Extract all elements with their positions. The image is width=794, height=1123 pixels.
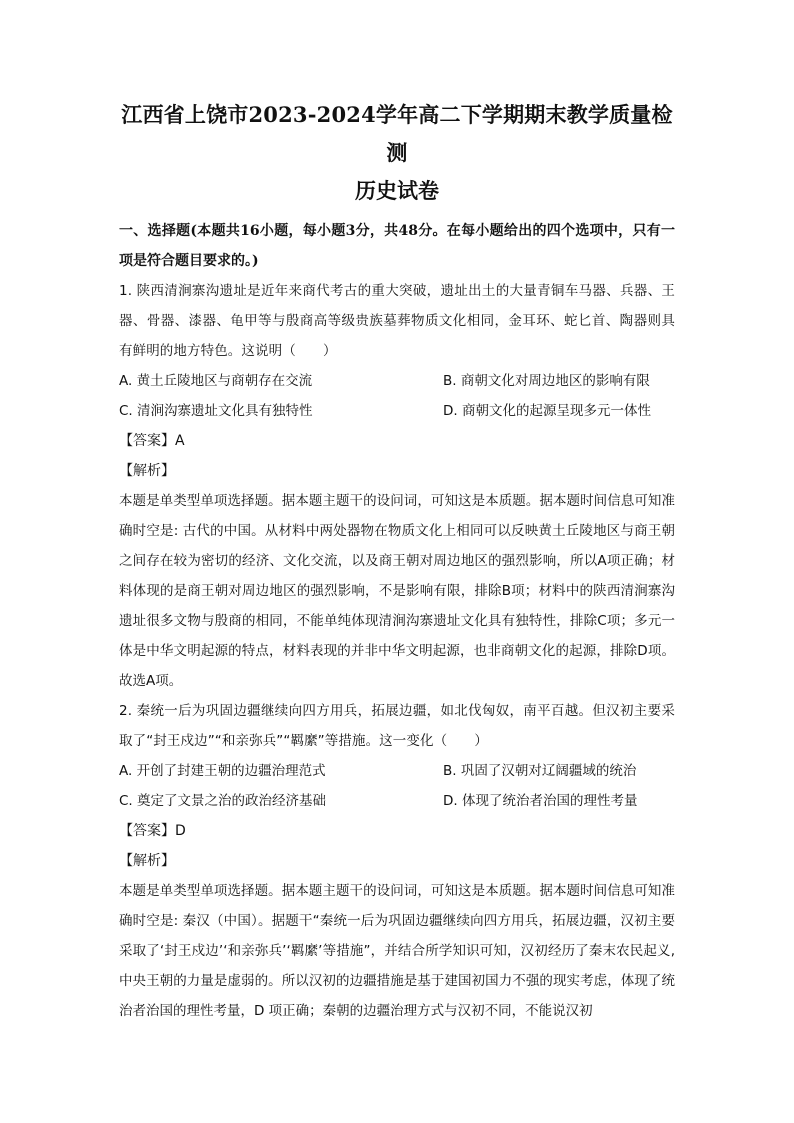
analysis-label: 【解析】 — [119, 853, 175, 869]
page-subtitle: 历史试卷 — [355, 178, 439, 203]
question-stem: 1. 陕西清涧寨沟遗址是近年来商代考古的重大突破，遗址出土的大量青铜车马器、兵器、王器、骨器、漆器、龟甲等与殷商高等级贵族墓葬物质文化相同，金耳环、蛇匕首、陶器则具有鲜明的地方特色。这说明（ ） — [119, 283, 675, 359]
option-d: D. 商朝文化的起源呈现多元一体性 — [443, 403, 651, 419]
section-heading: 一、选择题(本题共16小题，每小题3分，共48分。在每小题给出的四个选项中，只有一项是符合题目要求的。) — [119, 223, 675, 269]
question-1 — [119, 276, 675, 696]
question-stem: 2. 秦统一后为巩固边疆继续向四方用兵，拓展边疆，如北伐匈奴，南平百越。但汉初主要采取了“封王戍边”“和亲弥兵”“羁縻”等措施。这一变化（ ） — [119, 703, 675, 749]
option-c: C. 奠定了文景之治的政治经济基础 — [119, 793, 327, 809]
page-title: 江西省上饶市2023-2024学年高二下学期期末教学质量检测 — [121, 102, 673, 165]
option-b: B. 巩固了汉朝对辽阔疆域的统治 — [443, 763, 637, 779]
analysis-text: 本题是单类型单项选择题。据本题主题干的设问词，可知这是本质题。据本题时间信息可知准确时空是: 秦汉（中国）。据题干“秦统一后为巩固边疆继续向四方用兵，拓展边疆，汉初主要采取了‘封王戍边’‘和亲弥兵’‘羁縻’等措施”，并结合所学知识可知，汉初经历了秦末农民起义,中央王朝的力量是虚弱的。所以汉初的边疆措施是基于建国初国力不强的现实考虑，体现了统治者治国的理性考量，D 项正确；秦朝的边疆治理方式与汉初不同，不能说汉初 — [119, 883, 675, 1019]
option-a: A. 黄土丘陵地区与商朝存在交流 — [119, 373, 313, 389]
analysis-text: 本题是单类型单项选择题。据本题主题干的设问词，可知这是本质题。据本题时间信息可知准确时空是: 古代的中国。从材料中两处器物在物质文化上相同可以反映黄土丘陵地区与商王朝之间存在较为密切的经济、文化交流，以及商王朝对周边地区的强烈影响，所以A项正确；材料体现的是商王朝对周边地区的强烈影响，不是影响有限，排除B项；材料中的陕西清涧寨沟遗址很多文物与殷商的相同，不能单纯体现清涧沟寨遗址文化具有独特性，排除C项；多元一体是中华文明起源的特点，材料表现的并非中华文明起源，也非商朝文化的起源，排除D项。故选A项。 — [119, 493, 675, 689]
answer: 【答案】A — [119, 433, 185, 449]
exam-page — [119, 96, 675, 1026]
question-options — [119, 756, 675, 816]
option-b: B. 商朝文化对周边地区的影响有限 — [443, 373, 650, 389]
answer: 【答案】D — [119, 823, 186, 839]
analysis-label: 【解析】 — [119, 463, 175, 479]
option-c: C. 清涧沟寨遗址文化具有独特性 — [119, 403, 313, 419]
option-a: A. 开创了封建王朝的边疆治理范式 — [119, 763, 326, 779]
question-2 — [119, 696, 675, 1026]
question-options — [119, 366, 675, 426]
option-d: D. 体现了统治者治国的理性考量 — [443, 793, 638, 809]
